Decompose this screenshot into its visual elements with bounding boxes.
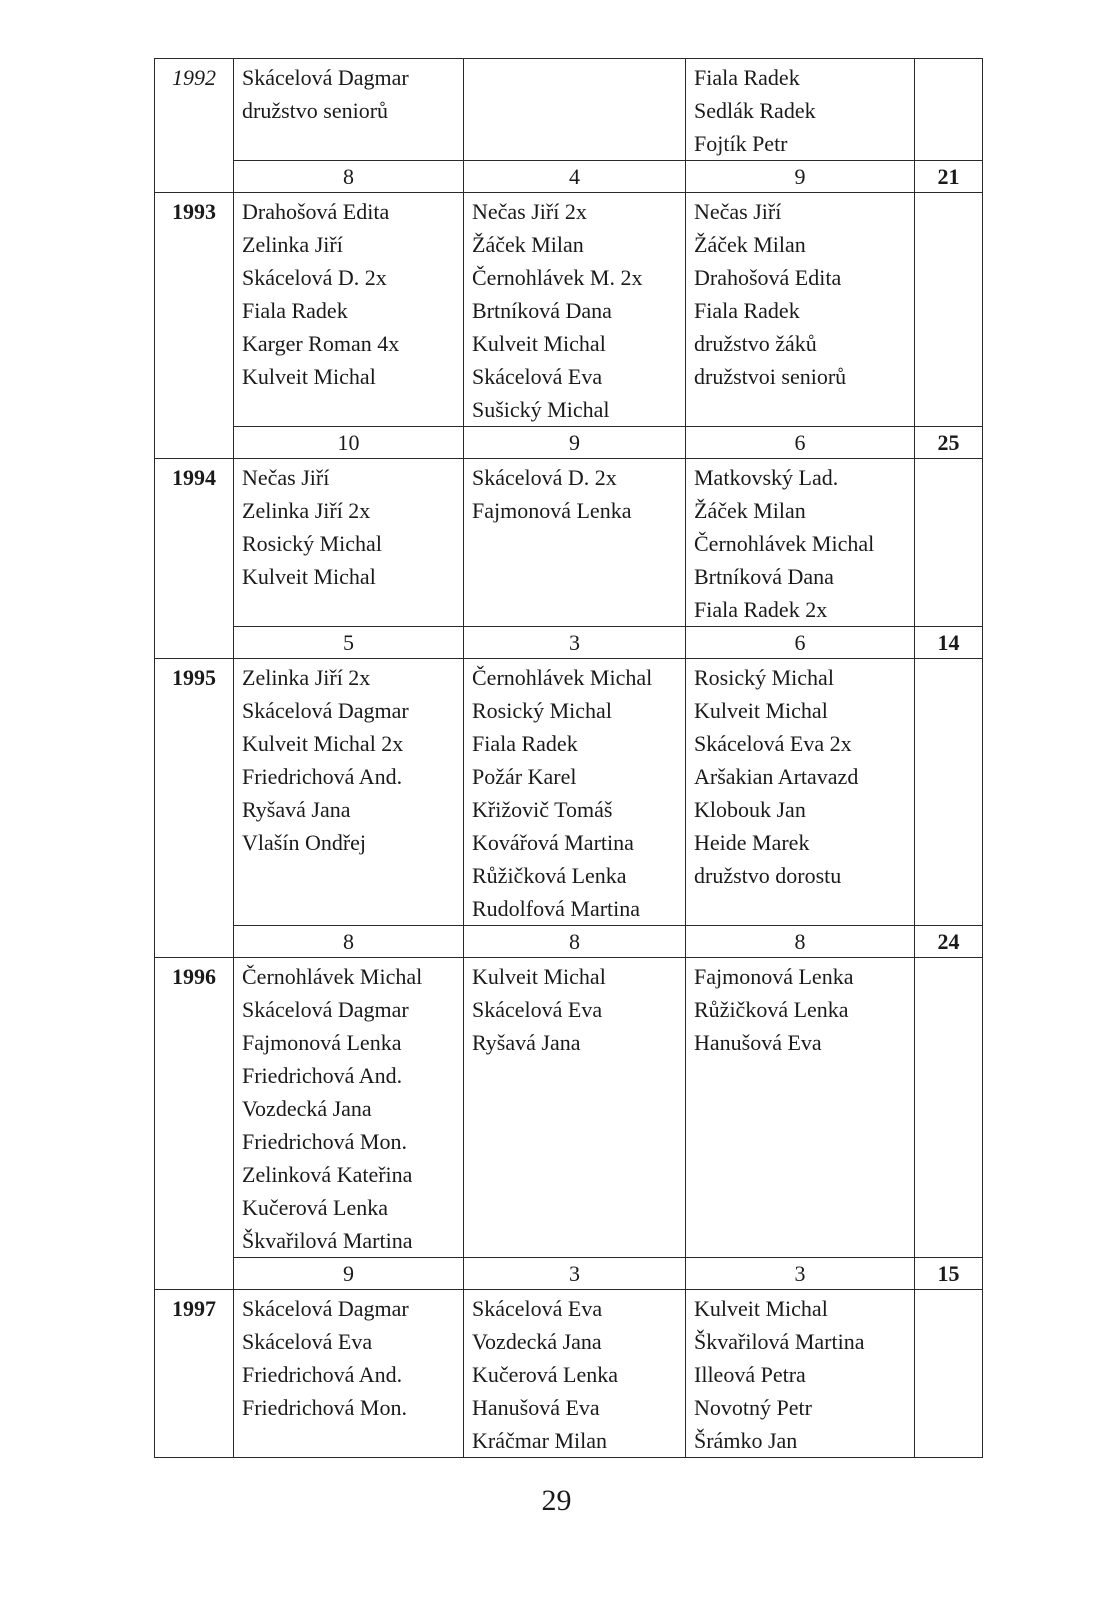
name-entry: Skácelová Dagmar <box>242 65 409 90</box>
names-cell-col2 <box>464 659 686 926</box>
names-cell-col1 <box>234 193 464 427</box>
name-entry: Kulveit Michal <box>242 364 376 389</box>
year-cell: 1993 <box>155 193 234 459</box>
name-entry: Skácelová D. 2x <box>472 465 617 490</box>
name-entry: Kulveit Michal <box>694 698 828 723</box>
name-entry: Rosický Michal <box>472 698 612 723</box>
year-block-row <box>155 659 983 926</box>
names-cell-col3 <box>686 958 915 1258</box>
name-entry: Zelinková Kateřina <box>242 1162 413 1187</box>
name-entry: Brtníková Dana <box>472 298 612 323</box>
name-entry: Klobouk Jan <box>694 797 806 822</box>
name-entry: Šrámko Jan <box>694 1428 798 1453</box>
name-entry: Kulveit Michal <box>694 1296 828 1321</box>
total-cell: 14 <box>915 627 983 659</box>
names-cell-col1 <box>234 659 464 926</box>
names-cell-col1 <box>234 59 464 161</box>
name-entry: Rudolfová Martina <box>472 896 641 921</box>
name-entry: družstvo dorostu <box>694 863 842 888</box>
name-entry: Skácelová Dagmar <box>242 698 409 723</box>
total-cell-blank <box>915 459 983 627</box>
name-entry: Skácelová Eva <box>242 1329 373 1354</box>
names-cell-col2 <box>464 459 686 627</box>
count-cell: 9 <box>686 161 915 193</box>
names-cell-col1 <box>234 1290 464 1458</box>
name-entry: Sušický Michal <box>472 397 610 422</box>
name-entry: družstvo žáků <box>694 331 817 356</box>
name-entry: Skácelová D. 2x <box>242 265 387 290</box>
year-cell: 1994 <box>155 459 234 659</box>
name-entry: Fiala Radek <box>472 731 578 756</box>
names-cell-col2 <box>464 1290 686 1458</box>
year-block-row <box>155 459 983 627</box>
name-entry: Sedlák Radek <box>694 98 816 123</box>
name-entry: družstvoi seniorů <box>694 364 847 389</box>
name-entry: Hanušová Eva <box>694 1030 822 1055</box>
name-entry: Friedrichová Mon. <box>242 1129 407 1154</box>
name-entry: Zelinka Jiří 2x <box>242 498 371 523</box>
names-cell-col2 <box>464 958 686 1258</box>
name-entry: Kráčmar Milan <box>472 1428 607 1453</box>
name-entry: Kulveit Michal 2x <box>242 731 404 756</box>
name-entry: Friedrichová And. <box>242 1063 403 1088</box>
name-entry: Skácelová Dagmar <box>242 1296 409 1321</box>
name-entry: Skácelová Eva <box>472 1296 603 1321</box>
count-cell: 10 <box>234 427 464 459</box>
total-cell-blank <box>915 659 983 926</box>
names-cell-col3 <box>686 659 915 926</box>
name-entry: Křižovič Tomáš <box>472 797 613 822</box>
name-entry: Žáček Milan <box>694 498 806 523</box>
name-entry: Ryšavá Jana <box>242 797 351 822</box>
names-cell-col3 <box>686 193 915 427</box>
name-entry: Zelinka Jiří <box>242 232 343 257</box>
name-entry: Friedrichová And. <box>242 1362 403 1387</box>
total-cell: 25 <box>915 427 983 459</box>
name-entry: Ryšavá Jana <box>472 1030 581 1055</box>
name-entry: Růžičková Lenka <box>472 863 627 888</box>
name-entry: Fajmonová Lenka <box>694 964 854 989</box>
count-cell: 3 <box>464 1258 686 1290</box>
names-cell-col1 <box>234 459 464 627</box>
count-row <box>155 427 983 459</box>
year-block-row <box>155 1290 983 1458</box>
name-entry: Drahošová Edita <box>694 265 842 290</box>
count-row <box>155 161 983 193</box>
total-cell-blank <box>915 1290 983 1458</box>
name-entry: Zelinka Jiří 2x <box>242 665 371 690</box>
total-cell: 21 <box>915 161 983 193</box>
name-entry: Fiala Radek <box>694 65 800 90</box>
name-entry: Nečas Jiří 2x <box>472 199 587 224</box>
year-cell: 1997 <box>155 1290 234 1458</box>
count-cell: 3 <box>686 1258 915 1290</box>
name-entry: Fajmonová Lenka <box>242 1030 402 1055</box>
name-entry: Kulveit Michal <box>472 331 606 356</box>
year-block-row <box>155 958 983 1258</box>
name-entry: Černohlávek Michal <box>242 964 423 989</box>
name-entry: Nečas Jiří <box>694 199 782 224</box>
name-entry: Fajmonová Lenka <box>472 498 632 523</box>
results-sheet <box>154 58 982 1458</box>
name-entry: Skácelová Dagmar <box>242 997 409 1022</box>
year-cell: 1995 <box>155 659 234 958</box>
name-entry: Černohlávek Michal <box>694 531 875 556</box>
name-entry: Vozdecká Jana <box>242 1096 372 1121</box>
name-entry: Škvařilová Martina <box>694 1329 865 1354</box>
name-entry: Skácelová Eva 2x <box>694 731 852 756</box>
name-entry: Brtníková Dana <box>694 564 834 589</box>
name-entry: Vlašín Ondřej <box>242 830 367 855</box>
names-cell-col2 <box>464 193 686 427</box>
name-entry: Karger Roman 4x <box>242 331 400 356</box>
count-row <box>155 627 983 659</box>
name-entry: Skácelová Eva <box>472 997 603 1022</box>
name-entry: Nečas Jiří <box>242 465 330 490</box>
count-cell: 9 <box>234 1258 464 1290</box>
name-entry: Černohlávek Michal <box>472 665 653 690</box>
name-entry: Žáček Milan <box>694 232 806 257</box>
name-entry: družstvo seniorů <box>242 98 389 123</box>
year-block-row <box>155 59 983 161</box>
name-entry: Vozdecká Jana <box>472 1329 602 1354</box>
name-entry: Matkovský Lad. <box>694 465 839 490</box>
name-entry: Drahošová Edita <box>242 199 390 224</box>
name-entry: Kučerová Lenka <box>242 1195 388 1220</box>
name-entry: Novotný Petr <box>694 1395 812 1420</box>
names-cell-col2 <box>464 59 686 161</box>
name-entry: Kulveit Michal <box>242 564 376 589</box>
total-cell: 15 <box>915 1258 983 1290</box>
name-entry: Illeová Petra <box>694 1362 806 1387</box>
name-entry: Fiala Radek <box>694 298 800 323</box>
name-entry: Rosický Michal <box>242 531 382 556</box>
name-entry: Friedrichová Mon. <box>242 1395 407 1420</box>
names-cell-col3 <box>686 59 915 161</box>
name-entry: Fiala Radek <box>242 298 348 323</box>
total-cell: 24 <box>915 926 983 958</box>
name-entry: Škvařilová Martina <box>242 1228 413 1253</box>
name-entry: Kovářová Martina <box>472 830 634 855</box>
name-entry: Černohlávek M. 2x <box>472 265 643 290</box>
names-cell-col1 <box>234 958 464 1258</box>
count-cell: 3 <box>464 627 686 659</box>
name-entry: Friedrichová And. <box>242 764 403 789</box>
count-row <box>155 1258 983 1290</box>
names-cell-col3 <box>686 459 915 627</box>
results-table <box>154 58 983 1458</box>
total-cell-blank <box>915 59 983 161</box>
total-cell-blank <box>915 193 983 427</box>
count-cell: 4 <box>464 161 686 193</box>
year-cell: 1996 <box>155 958 234 1290</box>
count-cell: 6 <box>686 427 915 459</box>
count-cell: 8 <box>686 926 915 958</box>
year-cell: 1992 <box>155 59 234 193</box>
name-entry: Kulveit Michal <box>472 964 606 989</box>
count-cell: 8 <box>234 161 464 193</box>
name-entry: Fojtík Petr <box>694 131 788 156</box>
count-cell: 8 <box>464 926 686 958</box>
names-cell-col3 <box>686 1290 915 1458</box>
count-cell: 9 <box>464 427 686 459</box>
total-cell-blank <box>915 958 983 1258</box>
name-entry: Rosický Michal <box>694 665 834 690</box>
page-number: 29 <box>541 1484 572 1517</box>
name-entry: Skácelová Eva <box>472 364 603 389</box>
name-entry: Aršakian Artavazd <box>694 764 859 789</box>
count-row <box>155 926 983 958</box>
results-table-body <box>155 59 983 1458</box>
name-entry: Růžičková Lenka <box>694 997 849 1022</box>
name-entry: Hanušová Eva <box>472 1395 600 1420</box>
name-entry: Žáček Milan <box>472 232 584 257</box>
count-cell: 8 <box>234 926 464 958</box>
name-entry: Požár Karel <box>472 764 577 789</box>
name-entry: Kučerová Lenka <box>472 1362 618 1387</box>
name-entry: Heide Marek <box>694 830 810 855</box>
name-entry: Fiala Radek 2x <box>694 597 828 622</box>
count-cell: 5 <box>234 627 464 659</box>
count-cell: 6 <box>686 627 915 659</box>
year-block-row <box>155 193 983 427</box>
